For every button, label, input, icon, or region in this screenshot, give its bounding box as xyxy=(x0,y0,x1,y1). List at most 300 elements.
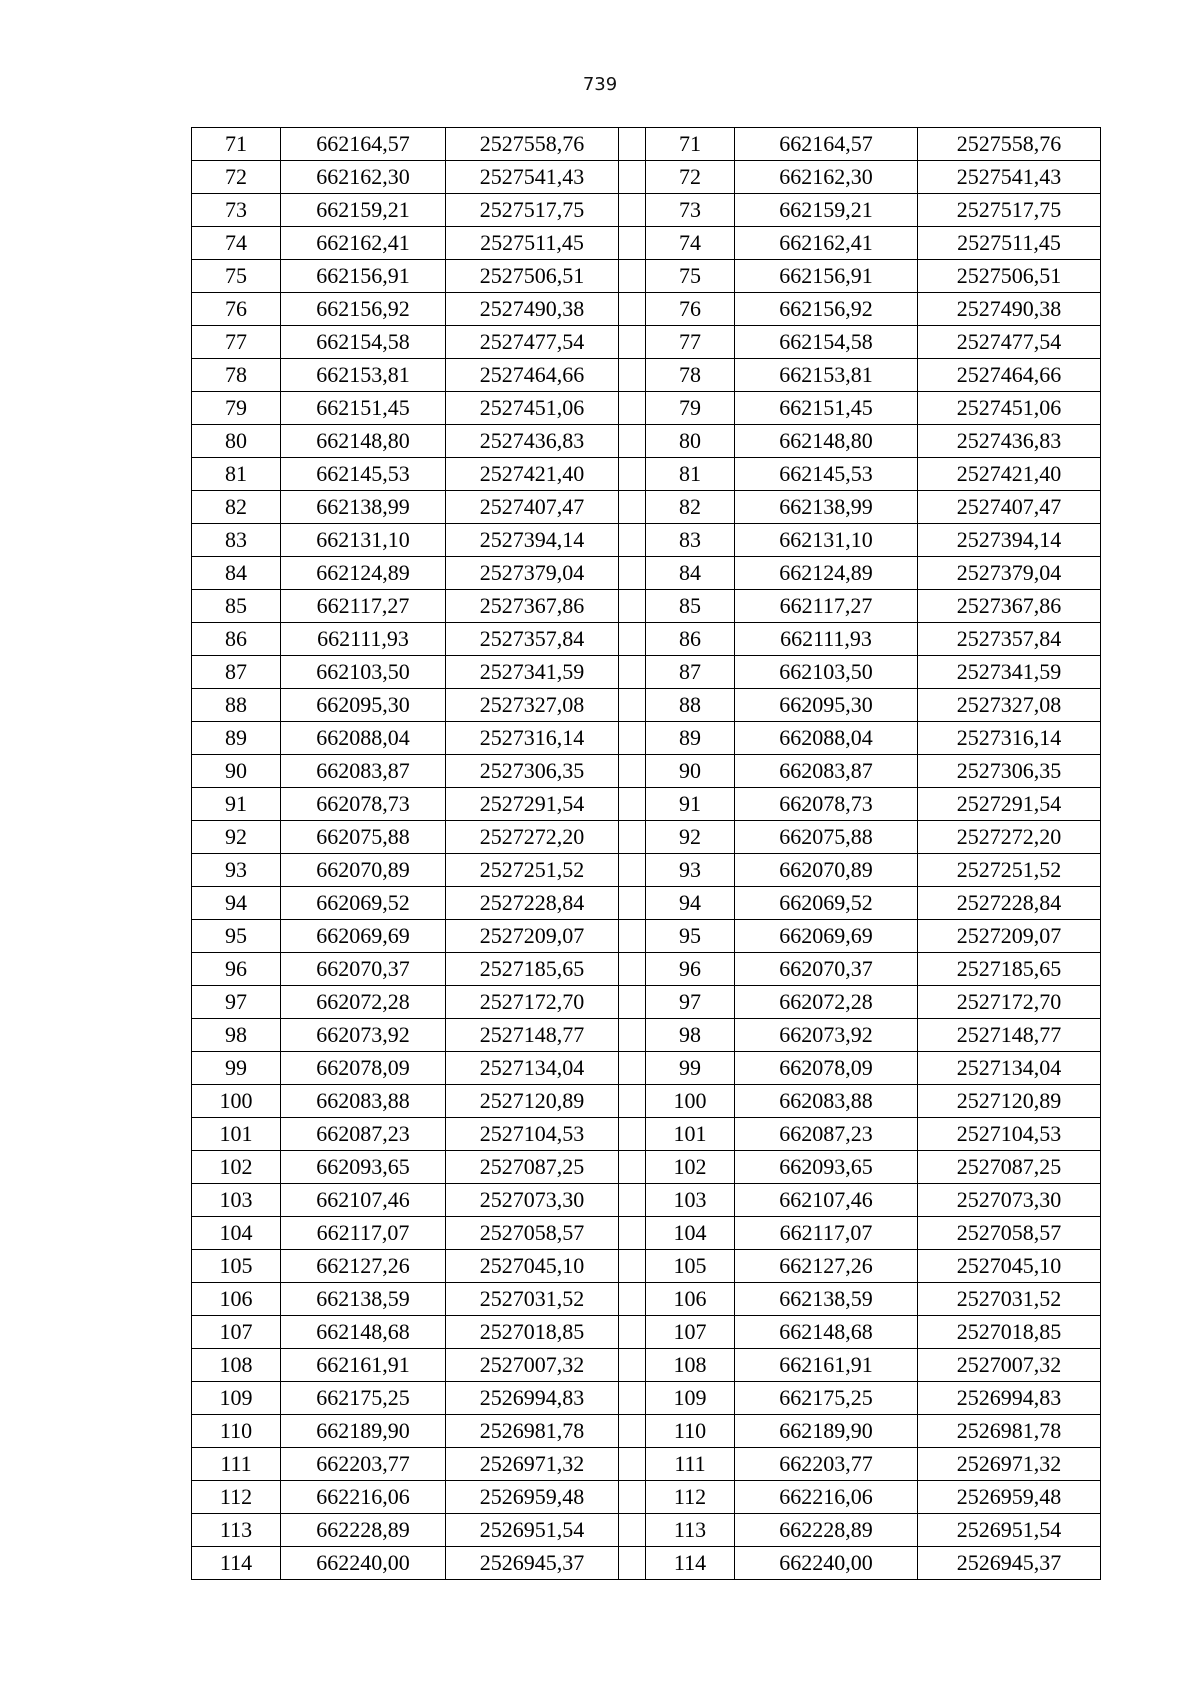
point-number-cell: 98 xyxy=(646,1019,735,1052)
y-coordinate-cell: 2527306,35 xyxy=(918,755,1101,788)
x-coordinate-cell: 662151,45 xyxy=(735,392,918,425)
table-row xyxy=(192,1019,1101,1052)
table-row xyxy=(192,920,1101,953)
empty-separator-cell xyxy=(619,524,646,557)
empty-separator-cell xyxy=(619,128,646,161)
y-coordinate-cell: 2527251,52 xyxy=(918,854,1101,887)
x-coordinate-cell: 662070,37 xyxy=(735,953,918,986)
point-number-cell: 110 xyxy=(646,1415,735,1448)
point-number-cell: 96 xyxy=(646,953,735,986)
y-coordinate-cell: 2527558,76 xyxy=(918,128,1101,161)
y-coordinate-cell: 2526981,78 xyxy=(918,1415,1101,1448)
y-coordinate-cell: 2526971,32 xyxy=(446,1448,619,1481)
y-coordinate-cell: 2527517,75 xyxy=(446,194,619,227)
y-coordinate-cell: 2527541,43 xyxy=(918,161,1101,194)
x-coordinate-cell: 662069,69 xyxy=(735,920,918,953)
point-number-cell: 92 xyxy=(192,821,281,854)
table-row xyxy=(192,854,1101,887)
table-row xyxy=(192,392,1101,425)
x-coordinate-cell: 662107,46 xyxy=(735,1184,918,1217)
y-coordinate-cell: 2527490,38 xyxy=(446,293,619,326)
x-coordinate-cell: 662083,87 xyxy=(735,755,918,788)
point-number-cell: 94 xyxy=(646,887,735,920)
y-coordinate-cell: 2527379,04 xyxy=(918,557,1101,590)
y-coordinate-cell: 2527421,40 xyxy=(446,458,619,491)
x-coordinate-cell: 662088,04 xyxy=(281,722,446,755)
point-number-cell: 73 xyxy=(192,194,281,227)
point-number-cell: 114 xyxy=(192,1547,281,1580)
point-number-cell: 84 xyxy=(646,557,735,590)
table-row xyxy=(192,887,1101,920)
x-coordinate-cell: 662070,89 xyxy=(281,854,446,887)
table-row xyxy=(192,425,1101,458)
y-coordinate-cell: 2527367,86 xyxy=(446,590,619,623)
x-coordinate-cell: 662095,30 xyxy=(735,689,918,722)
point-number-cell: 84 xyxy=(192,557,281,590)
point-number-cell: 77 xyxy=(192,326,281,359)
point-number-cell: 100 xyxy=(192,1085,281,1118)
point-number-cell: 75 xyxy=(646,260,735,293)
table-row xyxy=(192,1415,1101,1448)
x-coordinate-cell: 662083,87 xyxy=(281,755,446,788)
y-coordinate-cell: 2527464,66 xyxy=(446,359,619,392)
table-row xyxy=(192,1448,1101,1481)
empty-separator-cell xyxy=(619,1184,646,1217)
coordinates-table xyxy=(191,127,1101,1580)
empty-separator-cell xyxy=(619,722,646,755)
y-coordinate-cell: 2526945,37 xyxy=(446,1547,619,1580)
point-number-cell: 83 xyxy=(192,524,281,557)
x-coordinate-cell: 662164,57 xyxy=(735,128,918,161)
point-number-cell: 101 xyxy=(192,1118,281,1151)
y-coordinate-cell: 2527134,04 xyxy=(446,1052,619,1085)
point-number-cell: 109 xyxy=(192,1382,281,1415)
empty-separator-cell xyxy=(619,689,646,722)
y-coordinate-cell: 2527357,84 xyxy=(446,623,619,656)
y-coordinate-cell: 2527228,84 xyxy=(918,887,1101,920)
point-number-cell: 98 xyxy=(192,1019,281,1052)
empty-separator-cell xyxy=(619,656,646,689)
x-coordinate-cell: 662095,30 xyxy=(281,689,446,722)
point-number-cell: 87 xyxy=(646,656,735,689)
empty-separator-cell xyxy=(619,1382,646,1415)
point-number-cell: 109 xyxy=(646,1382,735,1415)
y-coordinate-cell: 2527087,25 xyxy=(446,1151,619,1184)
point-number-cell: 89 xyxy=(192,722,281,755)
table-row xyxy=(192,590,1101,623)
empty-separator-cell xyxy=(619,788,646,821)
empty-separator-cell xyxy=(619,1118,646,1151)
x-coordinate-cell: 662175,25 xyxy=(281,1382,446,1415)
y-coordinate-cell: 2527306,35 xyxy=(446,755,619,788)
empty-separator-cell xyxy=(619,920,646,953)
point-number-cell: 88 xyxy=(192,689,281,722)
x-coordinate-cell: 662148,80 xyxy=(735,425,918,458)
y-coordinate-cell: 2527073,30 xyxy=(446,1184,619,1217)
empty-separator-cell xyxy=(619,293,646,326)
y-coordinate-cell: 2527477,54 xyxy=(446,326,619,359)
y-coordinate-cell: 2526951,54 xyxy=(446,1514,619,1547)
y-coordinate-cell: 2527104,53 xyxy=(918,1118,1101,1151)
x-coordinate-cell: 662156,92 xyxy=(281,293,446,326)
point-number-cell: 85 xyxy=(192,590,281,623)
y-coordinate-cell: 2527291,54 xyxy=(918,788,1101,821)
y-coordinate-cell: 2527436,83 xyxy=(446,425,619,458)
point-number-cell: 100 xyxy=(646,1085,735,1118)
point-number-cell: 107 xyxy=(192,1316,281,1349)
x-coordinate-cell: 662162,41 xyxy=(281,227,446,260)
x-coordinate-cell: 662083,88 xyxy=(735,1085,918,1118)
y-coordinate-cell: 2527291,54 xyxy=(446,788,619,821)
coordinates-table-body xyxy=(192,128,1101,1580)
point-number-cell: 97 xyxy=(192,986,281,1019)
y-coordinate-cell: 2527104,53 xyxy=(446,1118,619,1151)
table-row xyxy=(192,1514,1101,1547)
y-coordinate-cell: 2527007,32 xyxy=(446,1349,619,1382)
y-coordinate-cell: 2527007,32 xyxy=(918,1349,1101,1382)
point-number-cell: 95 xyxy=(646,920,735,953)
y-coordinate-cell: 2526945,37 xyxy=(918,1547,1101,1580)
x-coordinate-cell: 662161,91 xyxy=(281,1349,446,1382)
x-coordinate-cell: 662078,09 xyxy=(281,1052,446,1085)
x-coordinate-cell: 662156,91 xyxy=(281,260,446,293)
empty-separator-cell xyxy=(619,1415,646,1448)
point-number-cell: 90 xyxy=(192,755,281,788)
x-coordinate-cell: 662073,92 xyxy=(281,1019,446,1052)
point-number-cell: 93 xyxy=(192,854,281,887)
y-coordinate-cell: 2527327,08 xyxy=(446,689,619,722)
y-coordinate-cell: 2527228,84 xyxy=(446,887,619,920)
empty-separator-cell xyxy=(619,458,646,491)
point-number-cell: 86 xyxy=(192,623,281,656)
y-coordinate-cell: 2527477,54 xyxy=(918,326,1101,359)
x-coordinate-cell: 662138,59 xyxy=(281,1283,446,1316)
empty-separator-cell xyxy=(619,854,646,887)
x-coordinate-cell: 662103,50 xyxy=(281,656,446,689)
y-coordinate-cell: 2527451,06 xyxy=(446,392,619,425)
empty-separator-cell xyxy=(619,1052,646,1085)
point-number-cell: 77 xyxy=(646,326,735,359)
y-coordinate-cell: 2526994,83 xyxy=(918,1382,1101,1415)
point-number-cell: 86 xyxy=(646,623,735,656)
empty-separator-cell xyxy=(619,986,646,1019)
point-number-cell: 114 xyxy=(646,1547,735,1580)
y-coordinate-cell: 2526994,83 xyxy=(446,1382,619,1415)
x-coordinate-cell: 662240,00 xyxy=(735,1547,918,1580)
x-coordinate-cell: 662175,25 xyxy=(735,1382,918,1415)
empty-separator-cell xyxy=(619,821,646,854)
point-number-cell: 94 xyxy=(192,887,281,920)
y-coordinate-cell: 2527272,20 xyxy=(446,821,619,854)
x-coordinate-cell: 662162,30 xyxy=(281,161,446,194)
y-coordinate-cell: 2527464,66 xyxy=(918,359,1101,392)
empty-separator-cell xyxy=(619,953,646,986)
x-coordinate-cell: 662070,89 xyxy=(735,854,918,887)
point-number-cell: 72 xyxy=(646,161,735,194)
y-coordinate-cell: 2527045,10 xyxy=(446,1250,619,1283)
point-number-cell: 110 xyxy=(192,1415,281,1448)
y-coordinate-cell: 2527134,04 xyxy=(918,1052,1101,1085)
empty-separator-cell xyxy=(619,326,646,359)
y-coordinate-cell: 2527251,52 xyxy=(446,854,619,887)
table-row xyxy=(192,821,1101,854)
table-row xyxy=(192,722,1101,755)
y-coordinate-cell: 2527341,59 xyxy=(446,656,619,689)
point-number-cell: 87 xyxy=(192,656,281,689)
empty-separator-cell xyxy=(619,1250,646,1283)
x-coordinate-cell: 662075,88 xyxy=(735,821,918,854)
x-coordinate-cell: 662069,52 xyxy=(735,887,918,920)
y-coordinate-cell: 2527394,14 xyxy=(918,524,1101,557)
empty-separator-cell xyxy=(619,1316,646,1349)
point-number-cell: 82 xyxy=(192,491,281,524)
empty-separator-cell xyxy=(619,755,646,788)
empty-separator-cell xyxy=(619,227,646,260)
x-coordinate-cell: 662203,77 xyxy=(735,1448,918,1481)
x-coordinate-cell: 662189,90 xyxy=(281,1415,446,1448)
x-coordinate-cell: 662228,89 xyxy=(281,1514,446,1547)
x-coordinate-cell: 662093,65 xyxy=(281,1151,446,1184)
point-number-cell: 71 xyxy=(646,128,735,161)
point-number-cell: 90 xyxy=(646,755,735,788)
table-row xyxy=(192,326,1101,359)
y-coordinate-cell: 2527421,40 xyxy=(918,458,1101,491)
y-coordinate-cell: 2526951,54 xyxy=(918,1514,1101,1547)
empty-separator-cell xyxy=(619,623,646,656)
x-coordinate-cell: 662162,41 xyxy=(735,227,918,260)
y-coordinate-cell: 2527272,20 xyxy=(918,821,1101,854)
x-coordinate-cell: 662151,45 xyxy=(281,392,446,425)
y-coordinate-cell: 2526959,48 xyxy=(918,1481,1101,1514)
y-coordinate-cell: 2527379,04 xyxy=(446,557,619,590)
y-coordinate-cell: 2527185,65 xyxy=(918,953,1101,986)
empty-separator-cell xyxy=(619,1151,646,1184)
point-number-cell: 81 xyxy=(192,458,281,491)
empty-separator-cell xyxy=(619,425,646,458)
point-number-cell: 107 xyxy=(646,1316,735,1349)
y-coordinate-cell: 2527511,45 xyxy=(446,227,619,260)
point-number-cell: 85 xyxy=(646,590,735,623)
table-row xyxy=(192,656,1101,689)
point-number-cell: 92 xyxy=(646,821,735,854)
y-coordinate-cell: 2527436,83 xyxy=(918,425,1101,458)
x-coordinate-cell: 662159,21 xyxy=(735,194,918,227)
empty-separator-cell xyxy=(619,1019,646,1052)
point-number-cell: 102 xyxy=(646,1151,735,1184)
empty-separator-cell xyxy=(619,1217,646,1250)
empty-separator-cell xyxy=(619,491,646,524)
y-coordinate-cell: 2527407,47 xyxy=(446,491,619,524)
table-row xyxy=(192,161,1101,194)
y-coordinate-cell: 2527120,89 xyxy=(918,1085,1101,1118)
table-row xyxy=(192,1316,1101,1349)
x-coordinate-cell: 662131,10 xyxy=(735,524,918,557)
table-row xyxy=(192,260,1101,293)
y-coordinate-cell: 2527451,06 xyxy=(918,392,1101,425)
x-coordinate-cell: 662070,37 xyxy=(281,953,446,986)
empty-separator-cell xyxy=(619,392,646,425)
table-row xyxy=(192,194,1101,227)
table-row xyxy=(192,557,1101,590)
x-coordinate-cell: 662117,27 xyxy=(735,590,918,623)
x-coordinate-cell: 662078,73 xyxy=(735,788,918,821)
x-coordinate-cell: 662075,88 xyxy=(281,821,446,854)
point-number-cell: 75 xyxy=(192,260,281,293)
empty-separator-cell xyxy=(619,1448,646,1481)
x-coordinate-cell: 662078,09 xyxy=(735,1052,918,1085)
point-number-cell: 76 xyxy=(646,293,735,326)
x-coordinate-cell: 662189,90 xyxy=(735,1415,918,1448)
x-coordinate-cell: 662154,58 xyxy=(281,326,446,359)
y-coordinate-cell: 2527087,25 xyxy=(918,1151,1101,1184)
x-coordinate-cell: 662093,65 xyxy=(735,1151,918,1184)
y-coordinate-cell: 2527490,38 xyxy=(918,293,1101,326)
table-row xyxy=(192,1052,1101,1085)
y-coordinate-cell: 2527073,30 xyxy=(918,1184,1101,1217)
y-coordinate-cell: 2527506,51 xyxy=(446,260,619,293)
table-row xyxy=(192,359,1101,392)
x-coordinate-cell: 662073,92 xyxy=(735,1019,918,1052)
table-row xyxy=(192,1547,1101,1580)
x-coordinate-cell: 662240,00 xyxy=(281,1547,446,1580)
table-row xyxy=(192,1151,1101,1184)
y-coordinate-cell: 2527394,14 xyxy=(446,524,619,557)
point-number-cell: 113 xyxy=(646,1514,735,1547)
empty-separator-cell xyxy=(619,161,646,194)
y-coordinate-cell: 2527316,14 xyxy=(446,722,619,755)
point-number-cell: 99 xyxy=(646,1052,735,1085)
table-row xyxy=(192,623,1101,656)
point-number-cell: 91 xyxy=(646,788,735,821)
x-coordinate-cell: 662072,28 xyxy=(281,986,446,1019)
point-number-cell: 108 xyxy=(646,1349,735,1382)
point-number-cell: 74 xyxy=(192,227,281,260)
point-number-cell: 102 xyxy=(192,1151,281,1184)
x-coordinate-cell: 662111,93 xyxy=(735,623,918,656)
table-row xyxy=(192,524,1101,557)
table-row xyxy=(192,788,1101,821)
x-coordinate-cell: 662072,28 xyxy=(735,986,918,1019)
x-coordinate-cell: 662131,10 xyxy=(281,524,446,557)
y-coordinate-cell: 2527517,75 xyxy=(918,194,1101,227)
table-row xyxy=(192,689,1101,722)
y-coordinate-cell: 2527327,08 xyxy=(918,689,1101,722)
x-coordinate-cell: 662069,52 xyxy=(281,887,446,920)
point-number-cell: 112 xyxy=(192,1481,281,1514)
x-coordinate-cell: 662228,89 xyxy=(735,1514,918,1547)
point-number-cell: 78 xyxy=(646,359,735,392)
point-number-cell: 101 xyxy=(646,1118,735,1151)
x-coordinate-cell: 662153,81 xyxy=(281,359,446,392)
y-coordinate-cell: 2527558,76 xyxy=(446,128,619,161)
point-number-cell: 79 xyxy=(192,392,281,425)
empty-separator-cell xyxy=(619,1085,646,1118)
table-row xyxy=(192,1250,1101,1283)
x-coordinate-cell: 662088,04 xyxy=(735,722,918,755)
point-number-cell: 80 xyxy=(192,425,281,458)
y-coordinate-cell: 2527367,86 xyxy=(918,590,1101,623)
x-coordinate-cell: 662156,92 xyxy=(735,293,918,326)
x-coordinate-cell: 662117,07 xyxy=(281,1217,446,1250)
empty-separator-cell xyxy=(619,1481,646,1514)
table-row xyxy=(192,1349,1101,1382)
point-number-cell: 111 xyxy=(646,1448,735,1481)
x-coordinate-cell: 662117,27 xyxy=(281,590,446,623)
table-row xyxy=(192,1184,1101,1217)
point-number-cell: 112 xyxy=(646,1481,735,1514)
x-coordinate-cell: 662127,26 xyxy=(281,1250,446,1283)
y-coordinate-cell: 2527357,84 xyxy=(918,623,1101,656)
point-number-cell: 113 xyxy=(192,1514,281,1547)
y-coordinate-cell: 2527541,43 xyxy=(446,161,619,194)
x-coordinate-cell: 662124,89 xyxy=(281,557,446,590)
point-number-cell: 104 xyxy=(646,1217,735,1250)
table-row xyxy=(192,1283,1101,1316)
x-coordinate-cell: 662159,21 xyxy=(281,194,446,227)
point-number-cell: 93 xyxy=(646,854,735,887)
table-row xyxy=(192,491,1101,524)
table-row xyxy=(192,953,1101,986)
x-coordinate-cell: 662124,89 xyxy=(735,557,918,590)
empty-separator-cell xyxy=(619,194,646,227)
x-coordinate-cell: 662162,30 xyxy=(735,161,918,194)
x-coordinate-cell: 662216,06 xyxy=(735,1481,918,1514)
point-number-cell: 76 xyxy=(192,293,281,326)
point-number-cell: 80 xyxy=(646,425,735,458)
y-coordinate-cell: 2527172,70 xyxy=(918,986,1101,1019)
point-number-cell: 89 xyxy=(646,722,735,755)
x-coordinate-cell: 662138,99 xyxy=(735,491,918,524)
table-row xyxy=(192,1481,1101,1514)
y-coordinate-cell: 2527031,52 xyxy=(918,1283,1101,1316)
point-number-cell: 71 xyxy=(192,128,281,161)
y-coordinate-cell: 2527341,59 xyxy=(918,656,1101,689)
x-coordinate-cell: 662111,93 xyxy=(281,623,446,656)
y-coordinate-cell: 2527045,10 xyxy=(918,1250,1101,1283)
x-coordinate-cell: 662164,57 xyxy=(281,128,446,161)
point-number-cell: 88 xyxy=(646,689,735,722)
y-coordinate-cell: 2527148,77 xyxy=(918,1019,1101,1052)
empty-separator-cell xyxy=(619,1283,646,1316)
point-number-cell: 82 xyxy=(646,491,735,524)
x-coordinate-cell: 662107,46 xyxy=(281,1184,446,1217)
point-number-cell: 79 xyxy=(646,392,735,425)
point-number-cell: 96 xyxy=(192,953,281,986)
point-number-cell: 106 xyxy=(192,1283,281,1316)
y-coordinate-cell: 2527407,47 xyxy=(918,491,1101,524)
y-coordinate-cell: 2526959,48 xyxy=(446,1481,619,1514)
point-number-cell: 91 xyxy=(192,788,281,821)
x-coordinate-cell: 662083,88 xyxy=(281,1085,446,1118)
y-coordinate-cell: 2527018,85 xyxy=(446,1316,619,1349)
x-coordinate-cell: 662138,59 xyxy=(735,1283,918,1316)
point-number-cell: 105 xyxy=(192,1250,281,1283)
x-coordinate-cell: 662145,53 xyxy=(735,458,918,491)
x-coordinate-cell: 662148,68 xyxy=(735,1316,918,1349)
point-number-cell: 103 xyxy=(646,1184,735,1217)
x-coordinate-cell: 662069,69 xyxy=(281,920,446,953)
point-number-cell: 74 xyxy=(646,227,735,260)
x-coordinate-cell: 662203,77 xyxy=(281,1448,446,1481)
table-row xyxy=(192,986,1101,1019)
x-coordinate-cell: 662127,26 xyxy=(735,1250,918,1283)
x-coordinate-cell: 662161,91 xyxy=(735,1349,918,1382)
table-row xyxy=(192,755,1101,788)
x-coordinate-cell: 662148,68 xyxy=(281,1316,446,1349)
empty-separator-cell xyxy=(619,1349,646,1382)
y-coordinate-cell: 2527148,77 xyxy=(446,1019,619,1052)
y-coordinate-cell: 2527058,57 xyxy=(446,1217,619,1250)
